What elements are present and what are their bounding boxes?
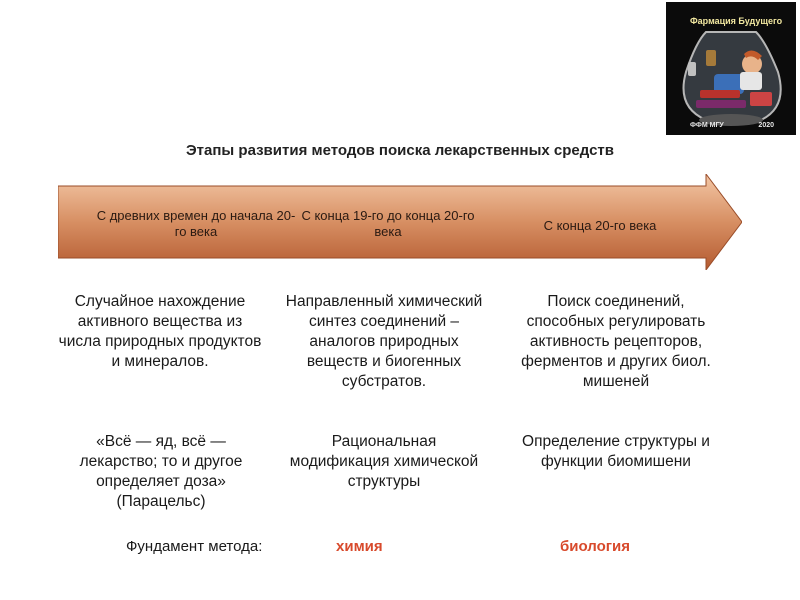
stage-label-1: С древних времен до начала 20-го века — [96, 208, 296, 239]
logo-title: Фармация Будущего — [690, 16, 783, 26]
footer-value-chemistry: химия — [336, 538, 383, 555]
logo — [666, 2, 796, 135]
footer-label: Фундамент метода: — [126, 538, 263, 555]
row1-col3-text: Поиск соединений, способных регулировать активность рецепторов, ферментов и других биол. мишеней — [521, 293, 711, 390]
logo-year: 2020 — [758, 122, 774, 129]
stage-label-2: С конца 19-го до конца 20-го века — [301, 208, 475, 239]
row1-col1-text: Случайное нахождение активного вещества из числа природных продуктов и минералов. — [58, 293, 262, 370]
row1-col2-text: Направленный химический синтез соединений – аналогов природных веществ и биогенных субстратов. — [285, 293, 483, 390]
stage-label-3: С конца 20-го века — [543, 218, 657, 233]
row2-col1-text: «Всё — яд, всё — лекарство; то и другое определяет доза» (Парацельс) — [79, 433, 243, 510]
logo-org: ФФМ МГУ — [690, 122, 724, 129]
footer-value-biology: биология — [560, 538, 630, 555]
row2-col2-text: Рациональная модификация химической структуры — [289, 433, 479, 490]
page-title: Этапы развития методов поиска лекарственных средств — [186, 142, 614, 159]
row2-col3-text: Определение структуры и функции биомишени — [522, 433, 710, 470]
